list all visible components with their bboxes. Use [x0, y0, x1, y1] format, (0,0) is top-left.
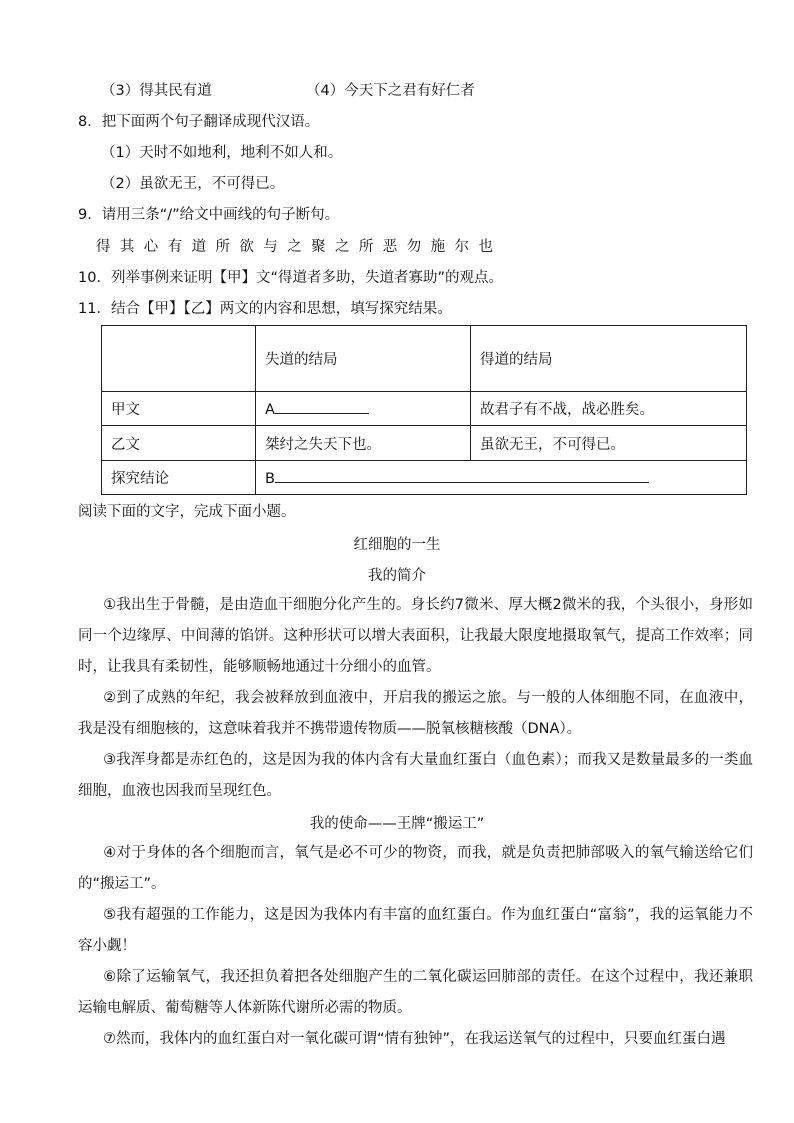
q9-stem: 9．请用三条“/”给文中画线的句子断句。 — [78, 207, 340, 223]
table-header-cell: 失道的结局 — [256, 326, 471, 392]
table-cell — [256, 461, 747, 495]
article-paragraph-2 — [78, 683, 753, 745]
table-cell — [256, 392, 471, 426]
q11-stem: 11．结合【甲】【乙】两文的内容和思想，填写探究结果。 — [78, 301, 452, 317]
table-row-label: 乙文 — [102, 426, 256, 461]
table-row-label: 甲文 — [102, 392, 256, 426]
section-heading-mission: 我的使命——王牌“搬运工” — [309, 816, 485, 832]
q8-stem: 8．把下面两个句子翻译成现代汉语。 — [78, 114, 320, 130]
article-paragraph-6 — [78, 962, 753, 1024]
table-header-cell — [102, 326, 256, 392]
table-cell: 故君子有不战，战必胜矣。 — [471, 392, 747, 426]
paragraph-text: ⑦然而，我体内的血红蛋白对一氧化碳可谓“情有独钟”，在我运送氧气的过程中，只要血红蛋白遇 — [103, 1031, 726, 1047]
table-cell: 桀纣之失天下也。 — [256, 426, 471, 461]
table-cell: 虽欲无王，不可得已。 — [471, 426, 747, 461]
article-paragraph-4 — [78, 838, 753, 900]
q9-sentence: 得其心有道所欲与之聚之所恶勿施尔也 — [96, 239, 503, 255]
article-paragraph-7 — [78, 1024, 753, 1055]
reading-intro: 阅读下面的文字，完成下面小题。 — [78, 504, 296, 520]
table-row-label: 探究结论 — [102, 461, 256, 495]
paragraph-text: ②到了成熟的年纪，我会被释放到血液中，开启我的搬运之旅。与一般的人体细胞不同，在血液中，我是没有细胞核的，这意味着我并不携带遗传物质——脱氧核糖核酸（DNA）。 — [78, 690, 753, 737]
answer-label-a: A — [265, 402, 275, 418]
table-row — [102, 392, 747, 426]
article-paragraph-1 — [78, 590, 753, 683]
paragraph-text: ⑤我有超强的工作能力，这是因为我体内有丰富的血红蛋白。作为血红蛋白“富翁”，我的运氧能力不容小觑！ — [78, 907, 753, 954]
table-header-cell: 得道的结局 — [471, 326, 747, 392]
q8-sentence-1: （1）天时不如地利，地利不如人和。 — [101, 145, 343, 161]
q11-table — [101, 325, 747, 495]
paragraph-text: ⑥除了运输氧气，我还担负着把各处细胞产生的二氧化碳运回肺部的责任。在这个过程中，我还兼职运输电解质、葡萄糖等人体新陈代谢所必需的物质。 — [78, 969, 753, 1016]
q10-stem: 10．列举事例来证明【甲】文“得道者多助，失道者寡助”的观点。 — [78, 270, 503, 286]
answer-label-b: B — [265, 471, 275, 487]
paragraph-text: ④对于身体的各个细胞而言，氧气是必不可少的物资，而我，就是负责把肺部吸入的氧气输送给它们的“搬运工”。 — [78, 845, 753, 892]
answer-blank-b — [275, 468, 649, 483]
q7-option-3: （3）得其民有道 — [101, 83, 212, 99]
table-row — [102, 326, 747, 392]
q8-sentence-2: （2）虽欲无王，不可得已。 — [101, 176, 285, 192]
q7-option-4: （4）今天下之君有好仁者 — [306, 83, 475, 99]
answer-blank-a — [275, 399, 369, 414]
article-paragraph-5 — [78, 900, 753, 962]
paragraph-text: ③我浑身都是赤红色的，这是因为我的体内含有大量血红蛋白（血色素）；而我又是数量最多的一类血细胞，血液也因我而呈现红色。 — [78, 752, 753, 799]
paragraph-text: ①我出生于骨髓，是由造血干细胞分化产生的。身长约7微米、厚大概2微米的我，个头很小，身形如同一个边缘厚、中间薄的馅饼。这种形状可以增大表面积，让我最大限度地摄取氧气，提高工作效率；同时，让我具有柔韧性，能够顺畅地通过十分细小的血管。 — [78, 597, 753, 675]
section-heading-intro: 我的简介 — [368, 568, 426, 584]
table-row — [102, 426, 747, 461]
article-paragraph-3 — [78, 745, 753, 807]
table-row — [102, 461, 747, 495]
article-title: 红细胞的一生 — [353, 537, 441, 553]
